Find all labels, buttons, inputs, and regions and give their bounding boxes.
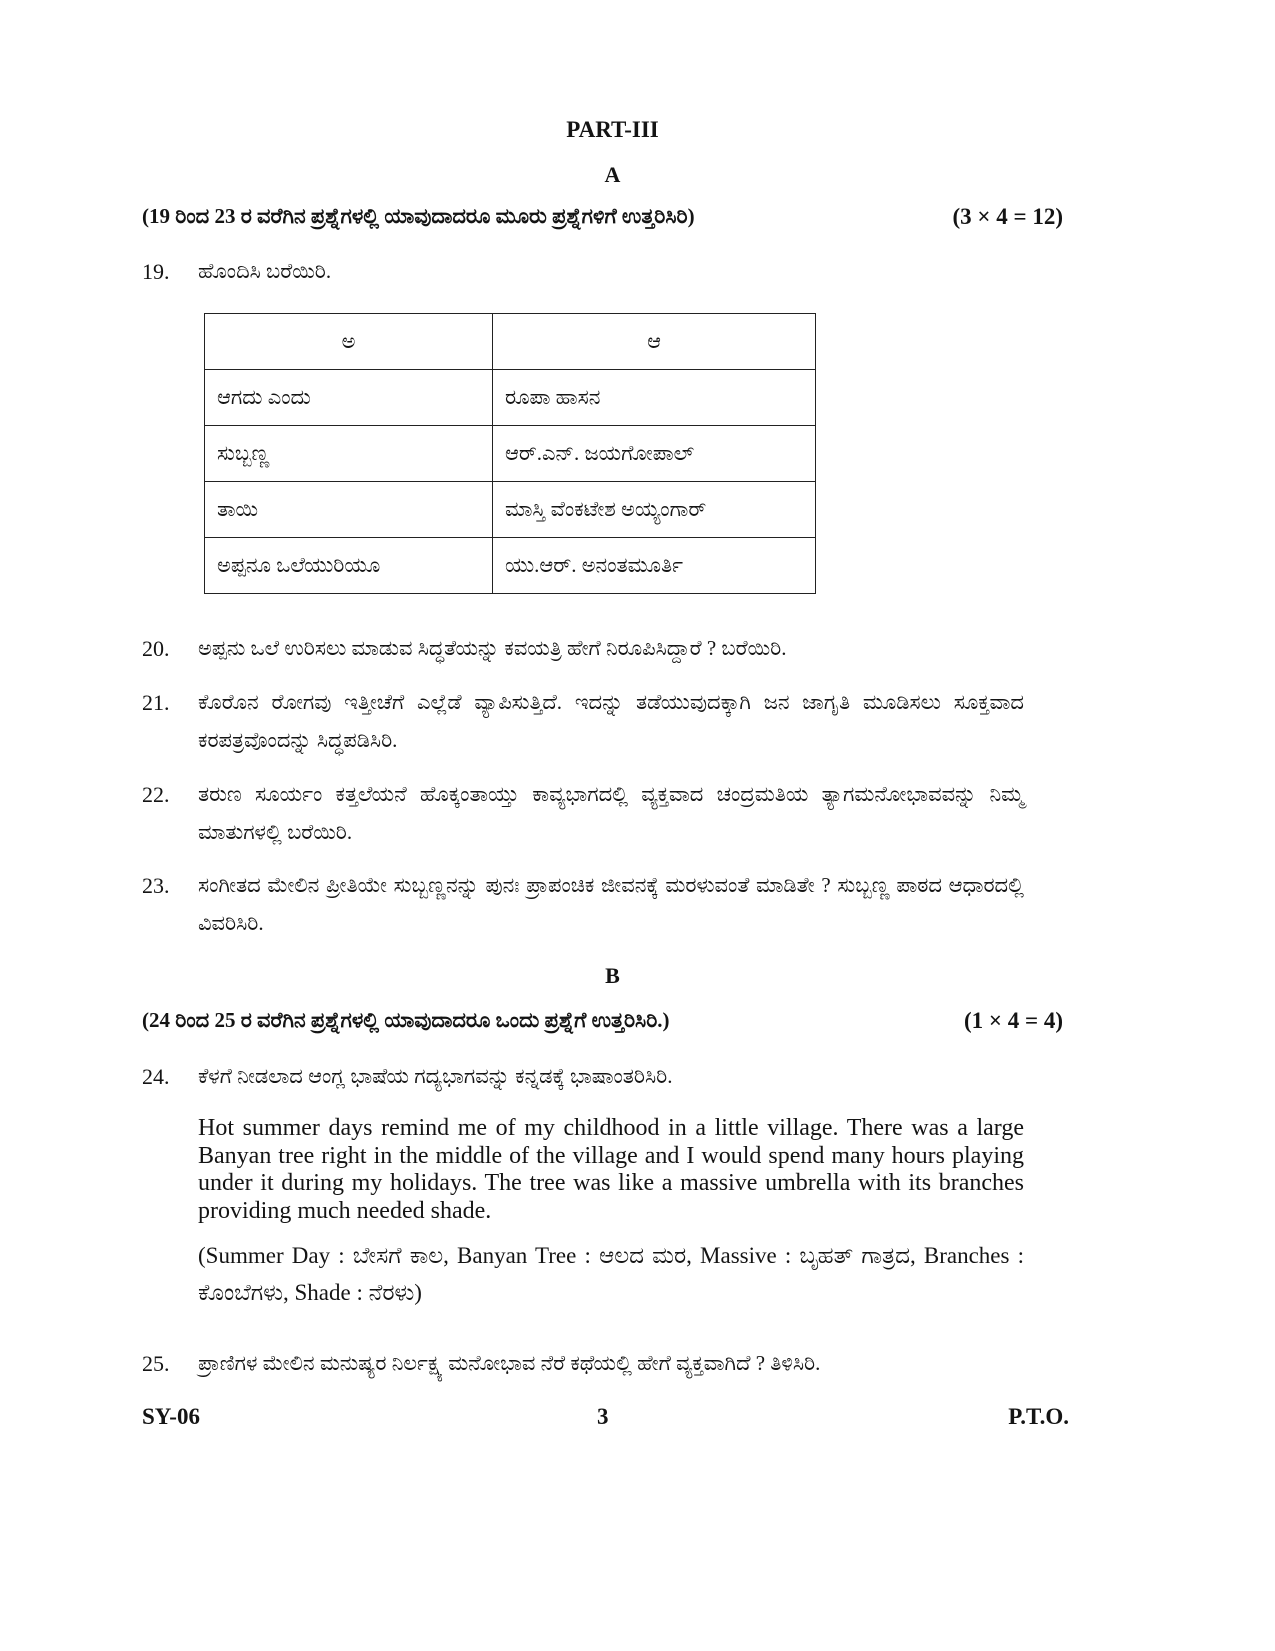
table-header-row [205,314,816,370]
table-row [205,538,816,594]
q25-number: 25. [142,1351,170,1376]
q19-text: ಹೊಂದಿಸಿ ಬರೆಯಿರಿ. [198,259,332,283]
table-cell: ರೂಪಾ ಹಾಸನ [493,370,816,426]
table-header-cell: ಅ [205,314,493,370]
table-cell: ಆರ್.ಎನ್. ಜಯಗೋಪಾಲ್ [493,426,816,482]
q21-text: ಕೊರೊನ ರೋಗವು ಇತ್ತೀಚೆಗೆ ಎಲ್ಲೆಡೆ ವ್ಯಾಪಿಸುತ್ತಿದೆ. ಇದನ್ನು ತಡೆಯುವುದಕ್ಕಾಗಿ ಜನ ಜಾಗೃತಿ ಮೂಡಿಸಲು ಸೂಕ್ತವಾದ ಕರಪತ್ರವೊಂದನ್ನು ಸಿದ್ಧಪಡಿಸಿರಿ. [198,690,1024,752]
section-b-label: B [605,963,620,988]
table-cell: ಸುಬ್ಬಣ್ಣ [205,426,493,482]
table-cell: ಮಾಸ್ತಿ ವೆಂಕಟೇಶ ಅಯ್ಯಂಗಾರ್ [493,482,816,538]
q23-number: 23. [142,873,170,898]
q24-english-passage: Hot summer days remind me of my childhood in a little village. There was a large Banyan tree right in the middle of the village and I would spend many hours playing under it during my holidays. The tree was like a massive umbrella with its branches providing much needed shade. [198,1115,1024,1224]
footer-page-number: 3 [597,1404,609,1429]
part-title: PART-III [566,117,659,142]
table-row [205,426,816,482]
section-a-marks: (3 × 4 = 12) [952,204,1063,229]
q23-text: ಸಂಗೀತದ ಮೇಲಿನ ಪ್ರೀತಿಯೇ ಸುಬ್ಬಣ್ಣನನ್ನು ಪುನಃ ಪ್ರಾಪಂಚಿಕ ಜೀವನಕ್ಕೆ ಮರಳುವಂತೆ ಮಾಡಿತೇ ? ಸುಬ್ಬಣ್ಣ ಪಾಠದ ಆಧಾರದಲ್ಲಿ ವಿವರಿಸಿರಿ. [198,873,1024,935]
q21-number: 21. [142,690,170,715]
table-header-cell: ಆ [493,314,816,370]
q20-number: 20. [142,636,170,661]
q20-text: ಅಪ್ಪನು ಒಲೆ ಉರಿಸಲು ಮಾಡುವ ಸಿದ್ಧತೆಯನ್ನು ಕವಯತ್ರಿ ಹೇಗೆ ನಿರೂಪಿಸಿದ್ದಾರೆ ? ಬರೆಯಿರಿ. [198,636,787,660]
section-b-marks: (1 × 4 = 4) [963,1008,1063,1033]
table-row [205,370,816,426]
section-a-label: A [604,162,621,187]
table-cell: ತಾಯಿ [205,482,493,538]
q22-number: 22. [142,782,170,807]
table-cell: ಅಪ್ಪನೂ ಒಲೆಯುರಿಯೂ [205,538,493,594]
section-a-instruction: (19 ರಿಂದ 23 ರ ವರೆಗಿನ ಪ್ರಶ್ನೆಗಳಲ್ಲಿ ಯಾವುದಾದರೂ ಮೂರು ಪ್ರಶ್ನೆಗಳಿಗೆ ಉತ್ತರಿಸಿರಿ) [142,204,695,228]
q24-glossary: (Summer Day : ಬೇಸಗೆ ಕಾಲ, Banyan Tree : ಆಲದ ಮರ, Massive : ಬೃಹತ್ ಗಾತ್ರದ, Branches : ಕೊಂಬೆಗಳು, Shade : ನೆರಳು) [198,1243,1024,1305]
section-b-instruction: (24 ರಿಂದ 25 ರ ವರೆಗಿನ ಪ್ರಶ್ನೆಗಳಲ್ಲಿ ಯಾವುದಾದರೂ ಒಂದು ಪ್ರಶ್ನೆಗೆ ಉತ್ತರಿಸಿರಿ.) [142,1008,670,1032]
q22-text: ತರುಣ ಸೂರ್ಯಂ ಕತ್ತಲೆಯನೆ ಹೊಕ್ಕಂತಾಯ್ತು ಕಾವ್ಯಭಾಗದಲ್ಲಿ ವ್ಯಕ್ತವಾದ ಚಂದ್ರಮತಿಯ ತ್ಯಾಗಮನೋಭಾವವನ್ನು ನಿಮ್ಮ ಮಾತುಗಳಲ್ಲಿ ಬರೆಯಿರಿ. [198,782,1024,844]
footer-pto: P.T.O. [1008,1404,1069,1429]
table-row [205,482,816,538]
q24-text: ಕೆಳಗೆ ನೀಡಲಾದ ಆಂಗ್ಲ ಭಾಷೆಯ ಗದ್ಯಭಾಗವನ್ನು ಕನ್ನಡಕ್ಕೆ ಭಾಷಾಂತರಿಸಿರಿ. [198,1064,673,1088]
table-cell: ಯು.ಆರ್. ಅನಂತಮೂರ್ತಿ [493,538,816,594]
q19-number: 19. [142,259,170,284]
table-cell: ಆಗದು ಎಂದು [205,370,493,426]
q24-number: 24. [142,1064,170,1089]
footer-paper-code: SY-06 [142,1404,200,1429]
q25-text: ಪ್ರಾಣಿಗಳ ಮೇಲಿನ ಮನುಷ್ಯರ ನಿರ್ಲಕ್ಷ್ಯ ಮನೋಭಾವ ನೆರೆ ಕಥೆಯಲ್ಲಿ ಹೇಗೆ ವ್ಯಕ್ತವಾಗಿದೆ ? ತಿಳಿಸಿರಿ. [198,1351,821,1375]
match-table [204,313,816,594]
